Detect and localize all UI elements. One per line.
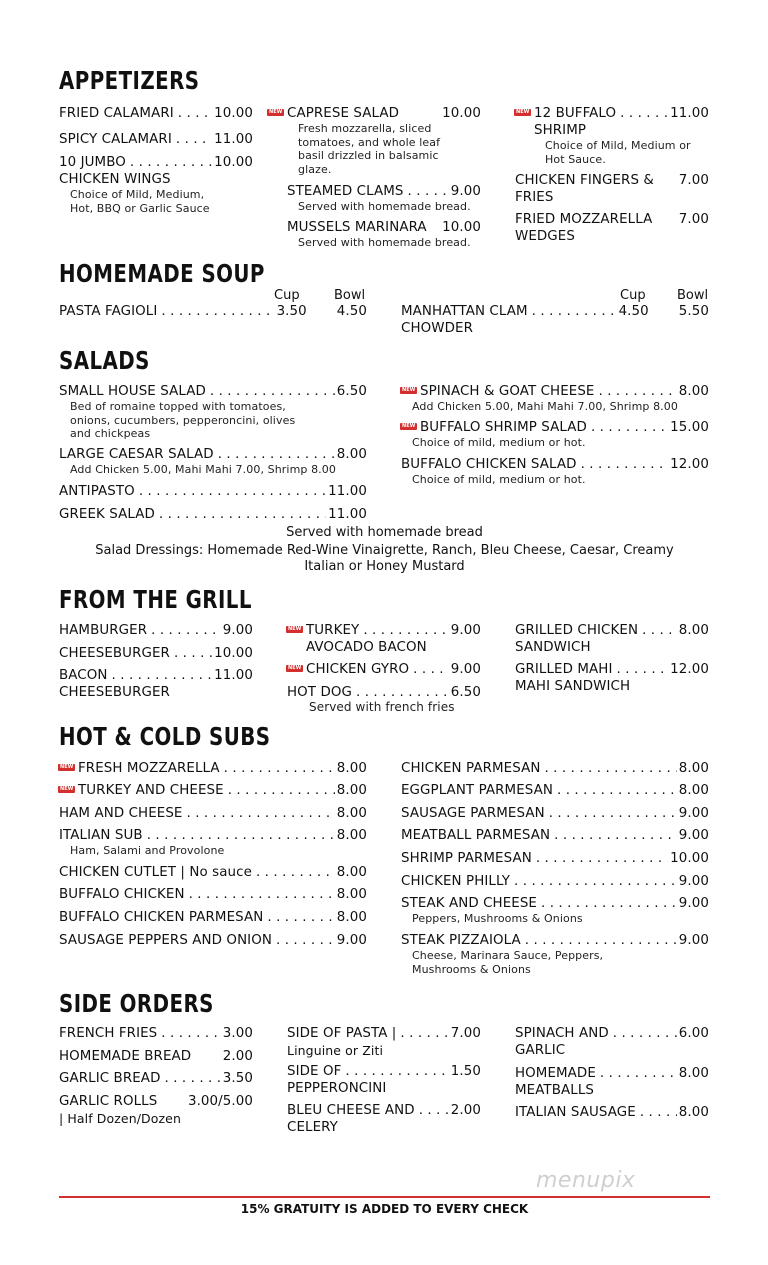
menu-item-chicken-cutlet-sub: CHICKEN CUTLET | No sauce . . . 8.00: [59, 864, 367, 881]
menu-item-pasta-fagioli: PASTA FAGIOLI . . . 3.50 4.50: [59, 303, 367, 320]
menu-item-caprese-salad: NEW CAPRESE SALAD 10.00 Fresh mozzarella, sliced tomatoes, and whole leaf basil drizzled in balsamic glaze.: [269, 106, 481, 176]
menu-item-buffalo-chicken-salad: BUFFALO CHICKEN SALAD . . . 12.00 Choice of mild, medium or hot.: [401, 456, 709, 487]
new-badge: NEW: [402, 423, 416, 429]
menu-item-jumbo-wings: 10 JUMBO . . . 10.00 CHICKEN WINGS Choice of Mild, Medium, Hot, BBQ or Garlic Sauce: [59, 154, 253, 215]
menu-item-hot-dog: HOT DOG . . . 6.50 Served with french fries: [287, 684, 481, 715]
menu-item-steak-pizzaiola-sub: STEAK PIZZAIOLA . . . 9.00 Cheese, Marinara Sauce, Peppers, Mushrooms & Onions: [401, 932, 709, 976]
menu-item-steamed-clams: STEAMED CLAMS . . . 9.00 Served with homemade bread.: [287, 183, 481, 214]
section-title-grill: FROM THE GRILL: [59, 585, 252, 614]
gratuity-note: 15% GRATUITY IS ADDED TO EVERY CHECK: [240, 1202, 529, 1216]
section-title-sides: SIDE ORDERS: [59, 989, 214, 1018]
new-badge: NEW: [269, 109, 283, 115]
menu-item-bacon-cheeseburger: BACON . . . 11.00 CHEESEBURGER: [59, 667, 253, 701]
footer-divider: [59, 1196, 710, 1198]
menu-item-mussels-marinara: MUSSELS MARINARA 10.00 Served with homemade bread.: [287, 220, 481, 249]
menu-item-antipasto: ANTIPASTO . . . 11.00: [59, 483, 367, 500]
menu-item-fried-calamari: FRIED CALAMARI . . . 10.00: [59, 105, 253, 122]
menu-item-large-caesar-salad: LARGE CAESAR SALAD . . . 8.00 Add Chicken 5.00, Mahi Mahi 7.00, Shrimp 8.00: [59, 446, 367, 477]
menu-item-turkey-avocado-bacon: NEW TURKEY . . . 9.00 AVOCADO BACON: [306, 622, 481, 656]
new-badge: NEW: [288, 626, 302, 632]
section-title-salads: SALADS: [59, 346, 150, 375]
menu-item-steak-cheese-sub: STEAK AND CHEESE . . . 9.00 Peppers, Mushrooms & Onions: [401, 895, 709, 926]
menu-item-side-of-pepperoncini: SIDE OF . . . 1.50 PEPPERONCINI: [287, 1063, 481, 1097]
menu-item-eggplant-parmesan-sub: EGGPLANT PARMESAN . . . 8.00: [401, 782, 709, 799]
new-badge: NEW: [288, 665, 302, 671]
menu-item-buffalo-chicken-parm-sub: BUFFALO CHICKEN PARMESAN . . . 8.00: [59, 909, 367, 926]
menu-item-greek-salad: GREEK SALAD . . . 11.00: [59, 506, 367, 523]
menu-item-buffalo-chicken-sub: BUFFALO CHICKEN . . . 8.00: [59, 886, 367, 903]
menu-item-spinach-goat-cheese: NEW SPINACH & GOAT CHEESE . . . 8.00 Add Chicken 5.00, Mahi Mahi 7.00, Shrimp 8.00: [420, 383, 709, 414]
soup-cup-header: Cup: [620, 288, 646, 303]
menu-item-spinach-and-garlic: SPINACH AND . . . 6.00 GARLIC: [515, 1025, 709, 1059]
soup-bowl-header: Bowl: [677, 288, 709, 303]
menu-item-fresh-mozzarella-sub: NEW FRESH MOZZARELLA . . . 8.00: [78, 760, 367, 777]
menu-item-chicken-fingers: CHICKEN FINGERS & 7.00 FRIES: [515, 173, 709, 205]
menu-item-grilled-mahi-sandwich: GRILLED MAHI . . . 12.00 MAHI SANDWICH: [515, 661, 709, 695]
menu-item-ham-cheese-sub: HAM AND CHEESE . . . 8.00: [59, 805, 367, 822]
section-title-soup: HOMEMADE SOUP: [59, 259, 265, 288]
menu-item-buffalo-shrimp: NEW 12 BUFFALO . . . 11.00 SHRIMP Choice of Mild, Medium or Hot Sauce.: [534, 105, 709, 166]
menu-item-spicy-calamari: SPICY CALAMARI . . . 11.00: [59, 131, 253, 148]
soup-cup-header: Cup: [274, 288, 300, 303]
menu-item-chicken-philly-sub: CHICKEN PHILLY . . . 9.00: [401, 873, 709, 890]
soup-bowl-header: Bowl: [334, 288, 366, 303]
menu-item-fried-mozzarella: FRIED MOZZARELLA 7.00 WEDGES: [515, 212, 709, 244]
menupix-watermark: menupix: [536, 1168, 636, 1193]
menu-item-shrimp-parmesan-sub: SHRIMP PARMESAN . . . 10.00: [401, 850, 709, 867]
menu-item-hamburger: HAMBURGER . . . 9.00: [59, 622, 253, 639]
menu-item-homemade-meatballs: HOMEMADE . . . 8.00 MEATBALLS: [515, 1065, 709, 1099]
menu-item-garlic-rolls: GARLIC ROLLS 3.00/5.00 | Half Dozen/Dozen: [59, 1094, 253, 1126]
menu-item-meatball-parmesan-sub: MEATBALL PARMESAN . . . 9.00: [401, 827, 709, 844]
new-badge: NEW: [60, 786, 74, 792]
menu-item-cheeseburger: CHEESEBURGER . . . 10.00: [59, 645, 253, 662]
menu-item-turkey-cheese-sub: NEW TURKEY AND CHEESE . . . 8.00: [78, 782, 367, 799]
salads-bread-note: Served with homemade bread: [286, 525, 483, 540]
menu-item-italian-sausage: ITALIAN SAUSAGE . . . 8.00: [515, 1104, 709, 1121]
menu-item-small-house-salad: SMALL HOUSE SALAD . . . 6.50 Bed of romaine topped with tomatoes, onions, cucumbers, pepperoncini, olives and chickpeas: [59, 383, 367, 441]
menu-item-chicken-gyro: NEW CHICKEN GYRO . . . 9.00: [306, 661, 481, 678]
section-title-appetizers: APPETIZERS: [59, 66, 200, 95]
menu-item-buffalo-shrimp-salad: NEW BUFFALO SHRIMP SALAD . . . 15.00 Choice of mild, medium or hot.: [420, 419, 709, 450]
new-badge: NEW: [516, 109, 530, 115]
menu-item-homemade-bread: HOMEMADE BREAD 2.00: [59, 1049, 253, 1064]
menu-item-chicken-parmesan-sub: CHICKEN PARMESAN . . . 8.00: [401, 760, 709, 777]
menu-item-bleu-cheese-celery: BLEU CHEESE AND . . . 2.00 CELERY: [287, 1102, 481, 1136]
menu-item-sausage-peppers-sub: SAUSAGE PEPPERS AND ONION . . . 9.00: [59, 932, 367, 949]
menu-item-sausage-parmesan-sub: SAUSAGE PARMESAN . . . 9.00: [401, 805, 709, 822]
menu-item-manhattan-clam-chowder: MANHATTAN CLAM . . . 4.50 5.50 CHOWDER: [401, 303, 709, 337]
menu-item-side-of-pasta: SIDE OF PASTA | . . . 7.00 Linguine or Ziti: [287, 1025, 481, 1059]
menu-item-grilled-chicken-sandwich: GRILLED CHICKEN . . . 8.00 SANDWICH: [515, 622, 709, 656]
new-badge: NEW: [402, 387, 416, 393]
section-title-subs: HOT & COLD SUBS: [59, 722, 271, 751]
menu-item-french-fries: FRENCH FRIES . . . 3.00: [59, 1025, 253, 1042]
salads-dressings-note: Salad Dressings: Homemade Red-Wine Vinaigrette, Ranch, Bleu Cheese, Caesar, Creamy Italian or Honey Mustard: [95, 543, 674, 574]
new-badge: NEW: [60, 764, 74, 770]
menu-item-italian-sub: ITALIAN SUB . . . 8.00 Ham, Salami and Provolone: [59, 827, 367, 858]
menu-item-garlic-bread: GARLIC BREAD . . . 3.50: [59, 1070, 253, 1087]
